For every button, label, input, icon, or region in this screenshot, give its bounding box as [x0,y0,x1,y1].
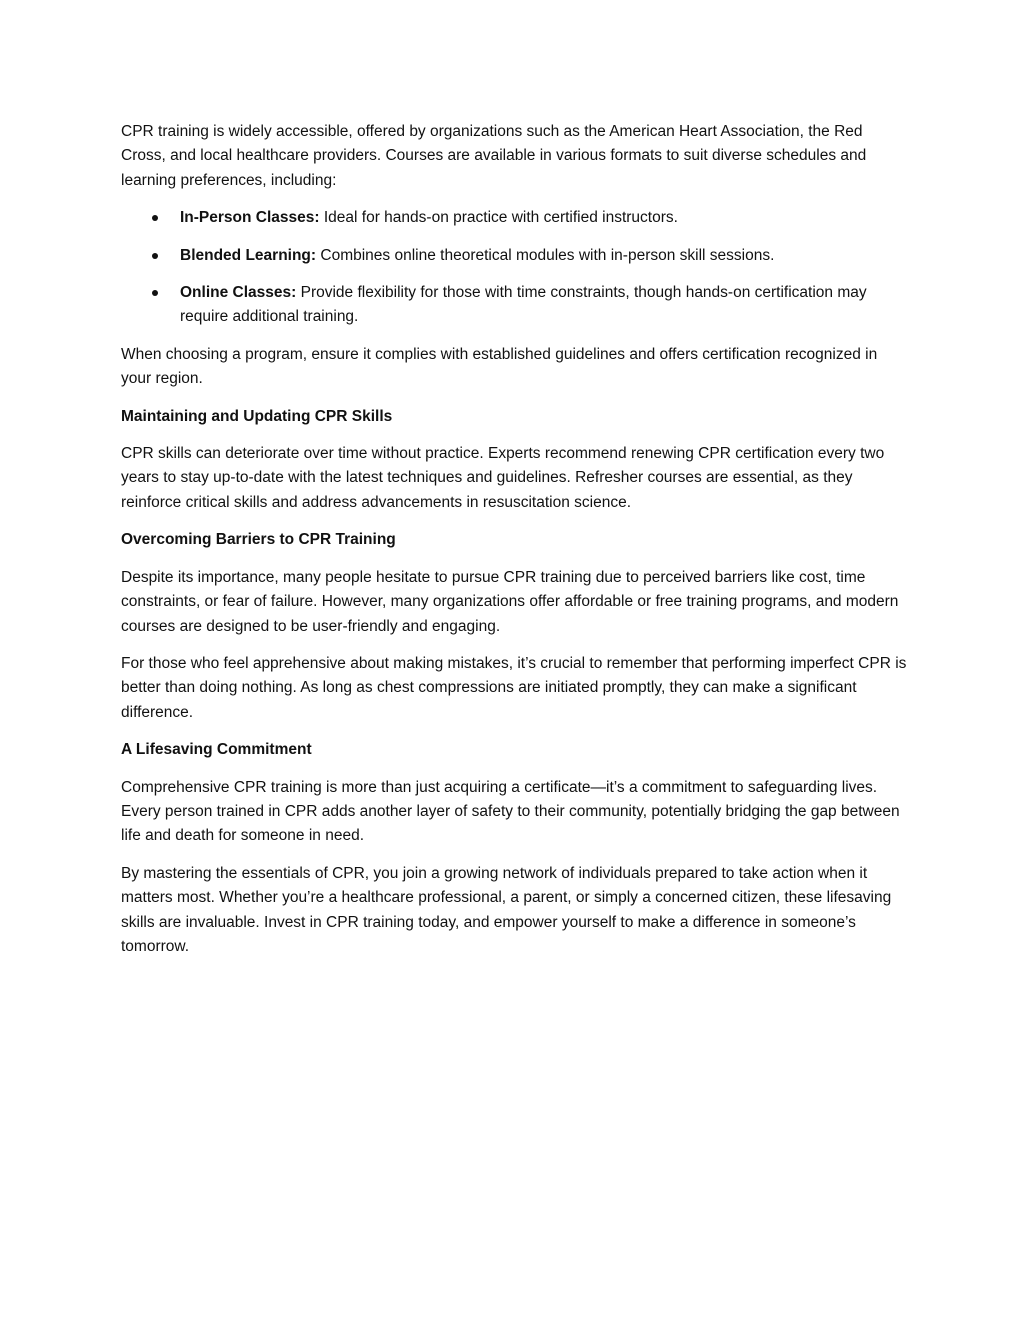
list-item [121,206,911,230]
body-paragraph: Comprehensive CPR training is more than just acquiring a certificate—it’s a commitment to safeguarding lives. Every person trained in CPR adds another layer of safety to their community, potentially bridging the gap between life and death for someone in need. [121,778,900,845]
choosing-paragraph: When choosing a program, ensure it complies with established guidelines and offers certification recognized in your region. [121,345,878,388]
intro-paragraph: CPR training is widely accessible, offered by organizations such as the American Heart Association, the Red Cross, and local healthcare providers. Courses are available in various formats to suit diverse schedules and learning preferences, including: [121,123,867,189]
section-heading-commitment: A Lifesaving Commitment [121,741,312,759]
format-description: Combines online theoretical modules with in-person skill sessions. [316,246,775,264]
format-term: Online Classes: [180,284,297,302]
format-term: In-Person Classes: [180,209,320,227]
section-heading-maintaining: Maintaining and Updating CPR Skills [121,407,393,425]
bullet-icon [152,290,158,296]
training-formats-list [121,206,911,330]
bullet-icon [152,215,158,221]
format-term: Blended Learning: [180,246,317,264]
body-paragraph: For those who feel apprehensive about making mistakes, it’s crucial to remember that performing imperfect CPR is better than doing nothing. As long as chest compressions are initiated promptly, they can make a significant difference. [121,654,907,721]
bullet-icon [152,253,158,259]
body-paragraph: CPR skills can deteriorate over time without practice. Experts recommend renewing CPR certification every two years to stay up-to-date with the latest techniques and guidelines. Refresher courses are essential, as they reinforce critical skills and address advancements in resuscitation science. [121,445,885,511]
document-page [121,120,911,972]
format-description: Provide flexibility for those with time constraints, though hands-on certification may require additional training. [180,284,867,326]
format-description: Ideal for hands-on practice with certified instructors. [319,209,678,227]
body-paragraph: Despite its importance, many people hesitate to pursue CPR training due to perceived barriers like cost, time constraints, or fear of failure. However, many organizations offer affordable or free training programs, and modern courses are designed to be user-friendly and engaging. [121,568,899,635]
list-item [121,244,911,268]
body-paragraph: By mastering the essentials of CPR, you join a growing network of individuals prepared to take action when it matters most. Whether you’re a healthcare professional, a parent, or simply a concerned citizen, these lifesaving skills are invaluable. Invest in CPR training today, and empower yourself to make a difference in someone’s tomorrow. [121,864,892,955]
section-heading-barriers: Overcoming Barriers to CPR Training [121,531,396,549]
list-item [121,281,911,330]
